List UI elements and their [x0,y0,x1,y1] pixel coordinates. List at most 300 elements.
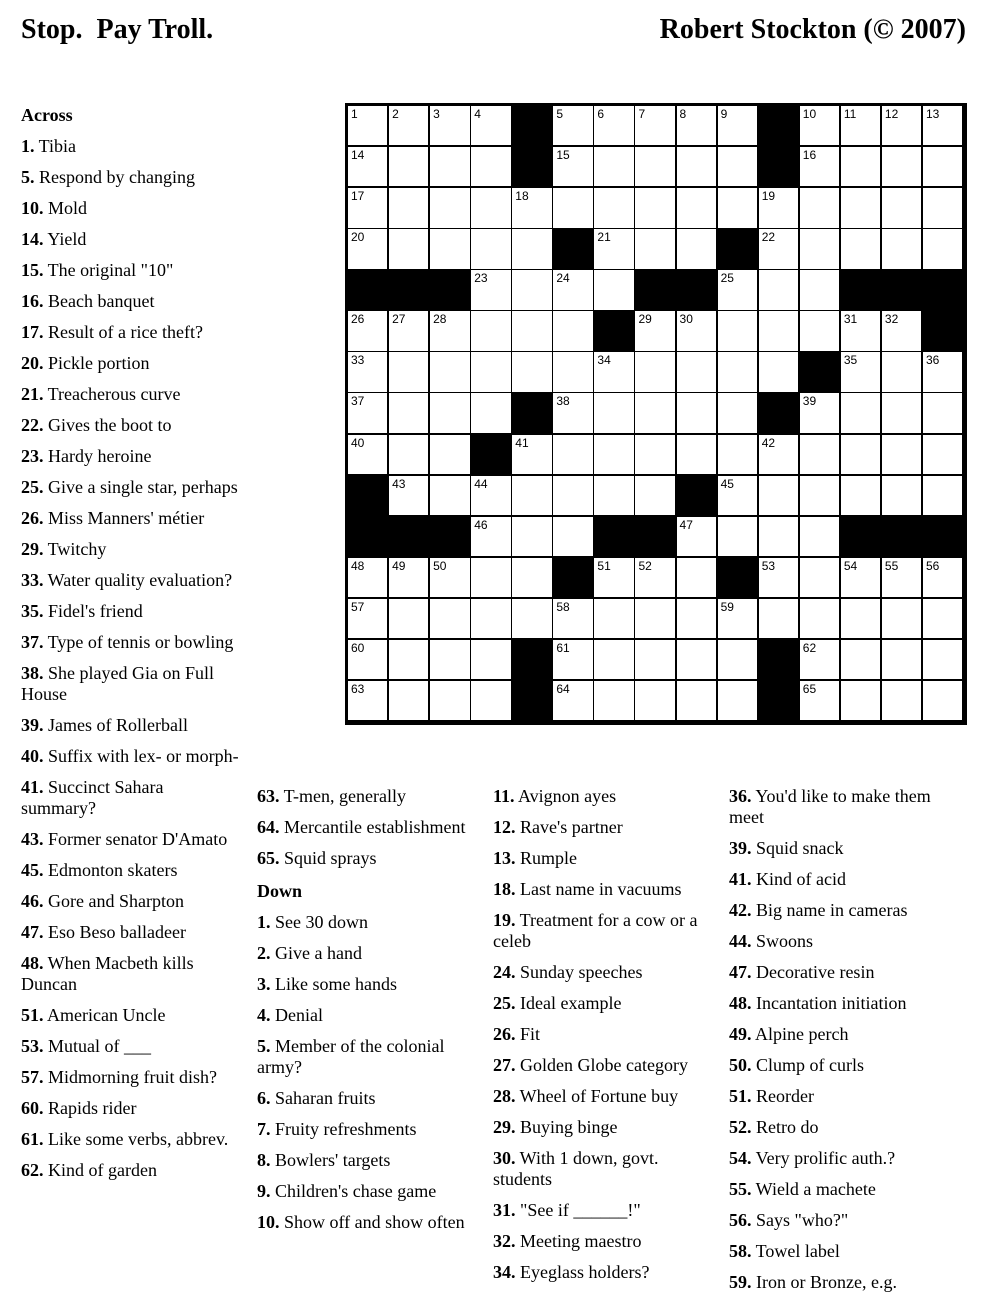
grid-cell-black [430,517,469,556]
grid-cell-black [512,147,551,186]
clue-number: 30. [493,1148,516,1168]
grid-cell[interactable] [800,393,839,432]
grid-cell[interactable] [841,106,880,145]
clue-number: 9. [257,1181,271,1201]
clue-text: Bowlers' targets [270,1150,391,1170]
clue-number: 56. [729,1210,752,1230]
grid-cell[interactable] [348,435,387,474]
grid-cell[interactable] [635,393,674,432]
clue-number: 26. [493,1024,516,1044]
clue-column-2 [257,786,467,1243]
grid-cell[interactable] [800,599,839,638]
grid-cell[interactable] [923,393,962,432]
grid-cell[interactable] [553,681,592,720]
clue-item [729,786,954,828]
grid-cell[interactable] [882,640,921,679]
grid-cell[interactable] [800,229,839,268]
grid-cell[interactable] [759,558,798,597]
grid-cell[interactable] [594,147,633,186]
grid-cell-black [594,311,633,350]
grid-cell[interactable] [882,599,921,638]
grid-cell[interactable] [718,640,757,679]
grid-cell[interactable] [553,311,592,350]
grid-cell[interactable] [718,188,757,227]
grid-cell[interactable] [841,599,880,638]
clue-text: Former senator D'Amato [43,829,228,849]
grid-cell[interactable] [800,188,839,227]
clue-number: 16. [21,291,44,311]
cell-number: 65 [802,681,817,696]
grid-cell[interactable] [430,681,469,720]
grid-cell[interactable] [635,640,674,679]
grid-cell[interactable] [512,270,551,309]
clue-text: Suffix with lex- or morph- [43,746,239,766]
clue-item [21,891,239,912]
grid-cell[interactable] [635,435,674,474]
grid-cell[interactable] [841,352,880,391]
grid-cell[interactable] [471,681,510,720]
cell-number: 24 [556,271,570,286]
cell-number: 23 [474,271,488,286]
grid-cell[interactable] [430,147,469,186]
grid-cell[interactable] [471,106,510,145]
grid-cell[interactable] [677,517,716,556]
clue-text: Ideal example [515,993,622,1013]
grid-cell[interactable] [718,147,757,186]
grid-cell[interactable] [389,435,428,474]
grid-cell[interactable] [718,599,757,638]
clue-number: 7. [257,1119,271,1139]
grid-cell[interactable] [759,599,798,638]
clue-text: T-men, generally [279,786,406,806]
clue-number: 42. [729,900,752,920]
grid-cell[interactable] [677,352,716,391]
clue-item [21,384,239,405]
clue-text: Retro do [751,1117,819,1137]
clue-number: 39. [21,715,44,735]
clue-number: 3. [257,974,271,994]
grid-cell[interactable] [923,188,962,227]
cell-number: 45 [720,476,734,491]
grid-cell[interactable] [389,681,428,720]
grid-cell[interactable] [841,393,880,432]
clue-item [729,993,954,1014]
grid-cell[interactable] [512,599,551,638]
clue-text: Says "who?" [751,1210,849,1230]
grid-cell[interactable] [841,640,880,679]
cell-number: 22 [761,230,776,245]
cell-number: 21 [597,230,611,245]
grid-cell[interactable] [800,517,839,556]
grid-cell[interactable] [677,106,716,145]
grid-cell[interactable] [800,640,839,679]
clue-item [729,900,954,921]
grid-cell-black [759,147,798,186]
clue-text: Succinct Sahara summary? [21,777,164,818]
grid-cell[interactable] [718,311,757,350]
clue-item [257,1036,467,1078]
clue-number: 18. [493,879,516,899]
clue-text: Water quality evaluation? [43,570,233,590]
grid-cell[interactable] [882,476,921,515]
grid-cell-black [841,270,880,309]
grid-cell[interactable] [430,229,469,268]
grid-cell-black [471,435,510,474]
grid-cell[interactable] [430,640,469,679]
grid-cell[interactable] [759,270,798,309]
clue-number: 31. [493,1200,516,1220]
grid-cell[interactable] [923,229,962,268]
grid-cell[interactable] [348,640,387,679]
grid-cell[interactable] [348,106,387,145]
grid-cell[interactable] [389,558,428,597]
grid-cell[interactable] [389,640,428,679]
grid-cell[interactable] [389,147,428,186]
grid-cell[interactable] [718,435,757,474]
clue-item [729,838,954,859]
cell-number: 30 [679,312,693,327]
grid-cell[interactable] [635,599,674,638]
grid-cell[interactable] [553,476,592,515]
grid-cell[interactable] [841,188,880,227]
grid-cell[interactable] [594,393,633,432]
grid-cell[interactable] [553,517,592,556]
grid-cell[interactable] [800,147,839,186]
cell-number: 39 [802,394,817,409]
clue-text: Eso Beso balladeer [43,922,186,942]
grid-cell[interactable] [553,188,592,227]
clue-text: Children's chase game [270,1181,437,1201]
cell-number: 25 [720,271,734,286]
clue-number: 64. [257,817,280,837]
grid-cell-black [882,517,921,556]
grid-cell[interactable] [471,599,510,638]
grid-cell[interactable] [389,229,428,268]
clue-text: Respond by changing [34,167,195,187]
clue-text: Kind of garden [43,1160,157,1180]
grid-cell[interactable] [882,106,921,145]
grid-cell[interactable] [389,106,428,145]
grid-cell[interactable] [471,311,510,350]
grid-cell[interactable] [841,435,880,474]
grid-cell[interactable] [594,270,633,309]
clue-number: 32. [493,1231,516,1251]
grid-cell[interactable] [553,270,592,309]
grid-cell[interactable] [718,106,757,145]
grid-cell[interactable] [677,393,716,432]
grid-cell[interactable] [677,229,716,268]
clue-number: 28. [493,1086,516,1106]
grid-cell[interactable] [553,599,592,638]
grid-cell[interactable] [923,147,962,186]
grid-cell[interactable] [718,517,757,556]
grid-cell[interactable] [430,435,469,474]
grid-cell[interactable] [553,393,592,432]
cell-number: 59 [720,599,734,614]
clue-text: Buying binge [515,1117,618,1137]
grid-cell[interactable] [348,188,387,227]
grid-cell[interactable] [389,311,428,350]
grid-cell[interactable] [635,311,674,350]
clue-text: Fit [515,1024,541,1044]
grid-cell[interactable] [718,270,757,309]
grid-cell[interactable] [348,147,387,186]
grid-cell-black [718,558,757,597]
clue-text: Fruity refreshments [270,1119,417,1139]
clue-item [21,1160,239,1181]
grid-cell[interactable] [594,229,633,268]
clue-text: American Uncle [43,1005,166,1025]
grid-cell[interactable] [841,311,880,350]
grid-cell[interactable] [594,476,633,515]
grid-cell[interactable] [471,188,510,227]
cell-number: 42 [761,435,776,450]
clue-text: Wheel of Fortune buy [515,1086,679,1106]
grid-cell[interactable] [553,352,592,391]
grid-cell[interactable] [512,229,551,268]
grid-cell[interactable] [923,599,962,638]
grid-cell[interactable] [553,147,592,186]
grid-cell[interactable] [471,352,510,391]
grid-cell[interactable] [389,476,428,515]
cell-number: 48 [351,558,365,573]
grid-cell[interactable] [594,352,633,391]
clue-number: 36. [729,786,752,806]
clue-number: 10. [257,1212,280,1232]
grid-cell[interactable] [800,270,839,309]
grid-cell[interactable] [471,517,510,556]
grid-cell[interactable] [594,558,633,597]
grid-cell[interactable] [841,147,880,186]
clue-text: Rapids rider [43,1098,137,1118]
grid-cell[interactable] [389,599,428,638]
clue-item [493,1148,715,1190]
grid-cell[interactable] [882,558,921,597]
grid-cell[interactable] [882,147,921,186]
cell-number: 14 [351,148,365,163]
clue-item [257,1088,467,1109]
grid-cell[interactable] [635,188,674,227]
grid-cell[interactable] [759,352,798,391]
grid-cell[interactable] [800,106,839,145]
grid-cell-black [553,558,592,597]
clue-column-3 [493,786,715,1293]
grid-cell[interactable] [471,558,510,597]
cell-number: 43 [392,476,406,491]
grid-cell[interactable] [471,476,510,515]
grid-cell-black [759,681,798,720]
clue-number: 61. [21,1129,44,1149]
grid-cell[interactable] [718,393,757,432]
grid-cell[interactable] [841,681,880,720]
grid-cell[interactable] [677,188,716,227]
grid-cell[interactable] [512,435,551,474]
grid-cell[interactable] [512,558,551,597]
grid-cell[interactable] [882,229,921,268]
grid-cell[interactable] [635,681,674,720]
grid-cell[interactable] [348,393,387,432]
clue-text: Beach banquet [43,291,155,311]
grid-cell-black [923,270,962,309]
grid-cell[interactable] [594,599,633,638]
cell-number: 28 [433,312,447,327]
grid-cell[interactable] [677,311,716,350]
clue-number: 20. [21,353,44,373]
grid-cell[interactable] [635,558,674,597]
grid-cell[interactable] [389,188,428,227]
grid-cell[interactable] [800,681,839,720]
grid-cell[interactable] [471,640,510,679]
grid-cell[interactable] [677,599,716,638]
grid-cell[interactable] [677,558,716,597]
cell-number: 34 [597,353,611,368]
grid-cell[interactable] [471,270,510,309]
grid-cell[interactable] [512,311,551,350]
grid-cell[interactable] [471,229,510,268]
clue-text: Towel label [751,1241,840,1261]
grid-cell[interactable] [882,188,921,227]
grid-cell[interactable] [677,640,716,679]
grid-cell-black [759,393,798,432]
grid-cell[interactable] [759,476,798,515]
grid-cell[interactable] [800,476,839,515]
clue-number: 2. [257,943,271,963]
grid-cell[interactable] [348,352,387,391]
grid-cell[interactable] [348,558,387,597]
grid-cell[interactable] [677,147,716,186]
clue-text: Squid sprays [279,848,377,868]
grid-cell[interactable] [471,147,510,186]
grid-cell[interactable] [882,681,921,720]
clue-text: Edmonton skaters [43,860,178,880]
grid-cell[interactable] [594,681,633,720]
grid-cell[interactable] [430,311,469,350]
grid-cell[interactable] [635,147,674,186]
grid-cell[interactable] [759,188,798,227]
grid-cell[interactable] [430,558,469,597]
grid-cell[interactable] [348,229,387,268]
grid-cell[interactable] [430,476,469,515]
clue-number: 1. [257,912,271,932]
grid-cell[interactable] [594,640,633,679]
grid-cell[interactable] [677,681,716,720]
grid-cell[interactable] [718,352,757,391]
clue-item [729,1055,954,1076]
clue-text: Eyeglass holders? [515,1262,650,1282]
grid-cell[interactable] [389,393,428,432]
grid-cell[interactable] [594,106,633,145]
grid-cell[interactable] [348,599,387,638]
grid-cell[interactable] [348,681,387,720]
grid-cell[interactable] [471,393,510,432]
grid-cell[interactable] [841,558,880,597]
clue-text: Clump of curls [751,1055,864,1075]
grid-cell[interactable] [553,435,592,474]
clue-text: Very prolific auth.? [751,1148,896,1168]
clue-item [21,291,239,312]
grid-cell[interactable] [882,352,921,391]
grid-cell[interactable] [882,311,921,350]
cell-number: 20 [351,230,365,245]
grid-cell[interactable] [800,558,839,597]
grid-cell[interactable] [882,435,921,474]
grid-cell[interactable] [718,681,757,720]
crossword-grid[interactable] [345,103,967,725]
grid-cell[interactable] [348,311,387,350]
clue-item [257,974,467,995]
clue-text: Golden Globe category [515,1055,688,1075]
clue-item [21,322,239,343]
grid-cell[interactable] [430,393,469,432]
grid-cell[interactable] [800,435,839,474]
clue-text: Twitchy [43,539,107,559]
grid-cell[interactable] [635,476,674,515]
grid-cell[interactable] [635,352,674,391]
grid-cell[interactable] [512,476,551,515]
grid-cell[interactable] [430,106,469,145]
grid-cell[interactable] [430,352,469,391]
grid-cell[interactable] [923,352,962,391]
grid-cell[interactable] [759,229,798,268]
grid-cell[interactable] [635,229,674,268]
clue-item [21,229,239,250]
grid-cell[interactable] [430,599,469,638]
clue-text: Avignon ayes [514,786,617,806]
grid-cell[interactable] [759,517,798,556]
cell-number: 49 [392,558,406,573]
grid-cell[interactable] [512,188,551,227]
grid-cell[interactable] [553,106,592,145]
grid-cell[interactable] [882,393,921,432]
grid-cell[interactable] [553,640,592,679]
grid-cell[interactable] [430,188,469,227]
cell-number: 10 [802,107,817,121]
grid-cell[interactable] [923,558,962,597]
grid-cell[interactable] [800,311,839,350]
grid-cell[interactable] [718,476,757,515]
clue-item [493,1024,715,1045]
grid-cell[interactable] [841,229,880,268]
grid-cell[interactable] [512,352,551,391]
grid-cell[interactable] [594,435,633,474]
clue-text: Fidel's friend [43,601,143,621]
cell-number: 55 [884,558,899,573]
grid-cell[interactable] [923,106,962,145]
grid-cell[interactable] [923,435,962,474]
clue-text: Type of tennis or bowling [43,632,234,652]
clue-number: 49. [729,1024,752,1044]
grid-cell[interactable] [923,640,962,679]
grid-cell[interactable] [635,106,674,145]
grid-cell[interactable] [841,476,880,515]
grid-cell[interactable] [389,352,428,391]
grid-cell[interactable] [923,681,962,720]
clue-number: 37. [21,632,44,652]
clue-text: Gives the boot to [43,415,172,435]
clue-item [21,746,239,767]
grid-cell[interactable] [759,435,798,474]
cell-number: 58 [556,599,570,614]
grid-cell[interactable] [594,188,633,227]
grid-cell[interactable] [923,476,962,515]
clue-item [21,860,239,881]
grid-cell-black [923,311,962,350]
grid-cell[interactable] [677,435,716,474]
grid-cell[interactable] [759,311,798,350]
grid-cell[interactable] [512,517,551,556]
clue-item [21,953,239,995]
clue-item [21,570,239,591]
